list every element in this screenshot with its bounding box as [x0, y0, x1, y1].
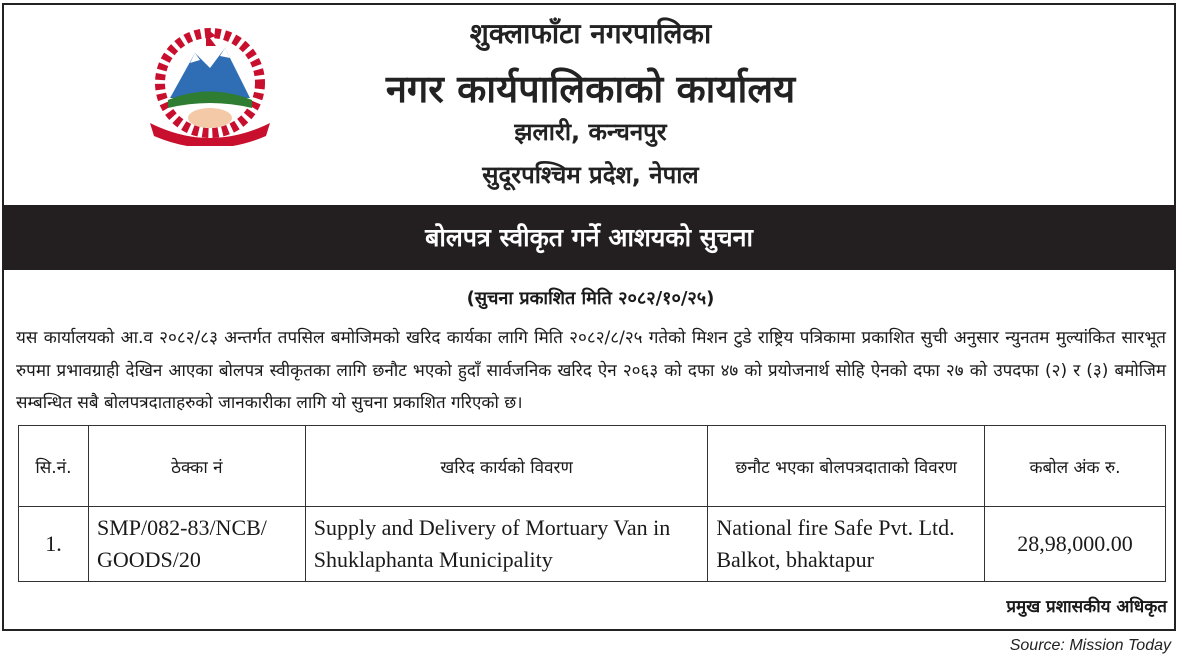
notice-title: बोलपत्र स्वीकृत गर्ने आशयको सुचना — [2, 205, 1176, 270]
table-header-row — [19, 426, 1166, 507]
cell-bidder: National fire Safe Pvt. Ltd. Balkot, bhaktapur — [708, 507, 985, 582]
header-amount: कबोल अंक रु. — [985, 426, 1166, 507]
cell-contract-no: SMP/082-83/NCB/ GOODS/20 — [88, 507, 305, 582]
signatory-title: प्रमुख प्रशासकीय अधिकृत — [1006, 597, 1167, 617]
notice-body: यस कार्यालयको आ.व २०८२/८३ अन्तर्गत तपसिल बमोजिमको खरिद कार्यका लागि मिति २०८२/८/२५ गतेको मिशन टुडे राष्ट्रिय पत्रिकामा प्रकाशित सुची अनुसार न्युनतम मुल्यांकित सारभूत रुपमा प्रभावग्राही देखिन आएका बोलपत्र स्वीकृतका लागि छनौट भएको हुदाँ सार्वजनिक खरिद ऐन २०६३ को दफा ४७ को प्रयोजनार्थ सोहि ऐनको दफा २७ को उपदफा (२) र (३) बमोजिम सम्बन्धित सबै बोलपत्रदाताहरुको जानकारीका लागि यो सुचना प्रकाशित गरिएको छ। — [16, 328, 1166, 413]
award-table — [18, 425, 1166, 582]
office-name: नगर कार्यपालिकाको कार्यालय — [385, 67, 796, 111]
municipality-name: शुक्लाफाँटा नगरपालिका — [469, 17, 712, 50]
header-sn: सि.नं. — [19, 426, 89, 507]
header-description: खरिद कार्यको विवरण — [305, 426, 708, 507]
letterhead — [0, 0, 1181, 205]
table-row — [19, 507, 1166, 582]
source-credit: Source: Mission Today — [1009, 637, 1171, 654]
header-bidder: छनौट भएका बोलपत्रदाताको विवरण — [708, 426, 985, 507]
office-address: झलारी, कन्चनपुर — [514, 118, 667, 146]
cell-amount: 28,98,000.00 — [985, 507, 1166, 582]
office-province: सुदूरपश्चिम प्रदेश, नेपाल — [482, 161, 699, 189]
header-contract-no: ठेक्का नं — [88, 426, 305, 507]
published-date: (सुचना प्रकाशित मिति २०८२/१०/२५) — [466, 288, 715, 309]
cell-description: Supply and Delivery of Mortuary Van in Shuklaphanta Municipality — [305, 507, 708, 582]
cell-sn: 1. — [19, 507, 89, 582]
